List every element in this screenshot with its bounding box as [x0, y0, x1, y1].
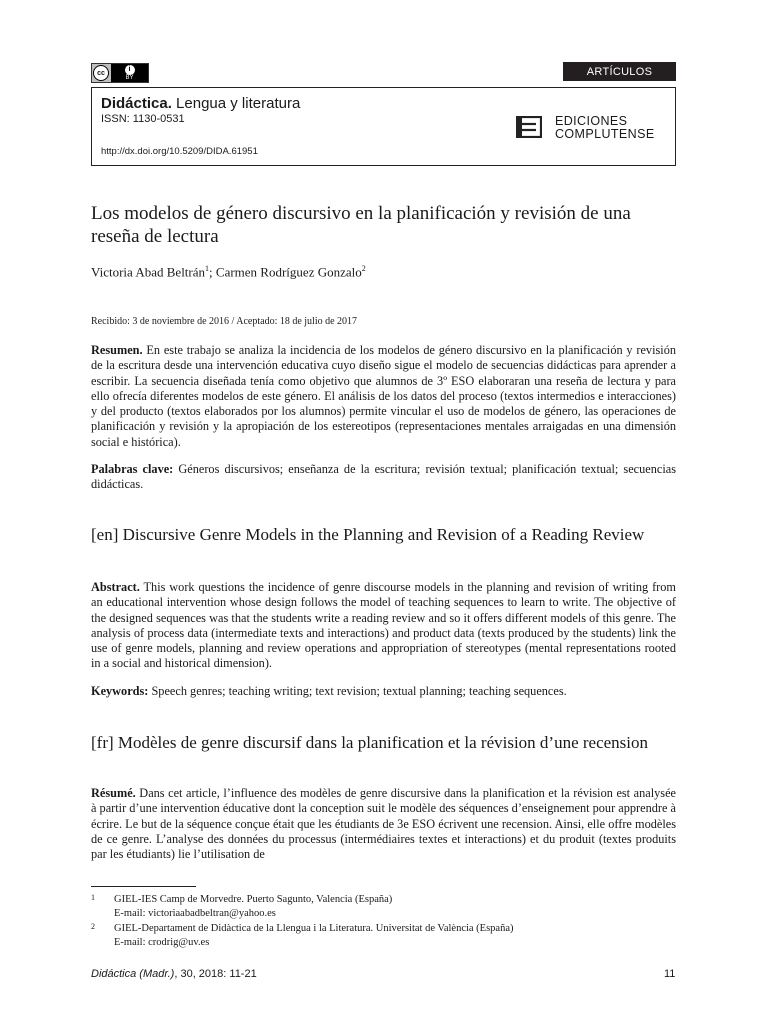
- author-separator: ;: [209, 264, 216, 280]
- author-1-affiliation-mark: 1: [205, 264, 210, 273]
- keywords-en-label: Keywords:: [91, 684, 149, 698]
- abstract-en-text: This work questions the incidence of genre discourse models in the planning and revision of writing from an educational intervention whose design follows the model of teaching sequences to learn to write. The objective of the designed sequences was that the students write a reading review and so it offers different models of this genre. The analysis of process data (intermediate texts and interactions) and product data (texts produced by the students) link the use of genre models, planning and review operations and appropriation of stereotypes (mental representations rooted in a social and historical dimension).: [91, 580, 676, 671]
- journal-name-rest: Lengua y literatura: [171, 95, 301, 112]
- abstract-en-label: Abstract.: [91, 580, 140, 594]
- footnote-2-affiliation: GIEL-Departament de Didàctica de la Llengua i la Literatura. Universitat de València (España): [114, 923, 514, 934]
- title-fr: [fr] Modèles de genre discursif dans la planification et la révision d’une recension: [91, 733, 649, 752]
- footnote-2-number: 2: [91, 922, 95, 931]
- section-label: ARTÍCULOS: [563, 62, 676, 81]
- article-title: Los modelos de género discursivo en la planificación y revisión de una reseña de lectura: [91, 203, 631, 247]
- journal-header-box: [91, 87, 676, 166]
- by-attribution-icon: i BY: [111, 64, 148, 82]
- footnote-1-number: 1: [91, 893, 95, 902]
- keywords-es: [91, 462, 676, 493]
- keywords-en-text: Speech genres; teaching writing; text revision; textual planning; teaching sequences.: [148, 684, 567, 698]
- abstract-es: [91, 343, 676, 450]
- abstract-fr-label: Résumé.: [91, 786, 136, 800]
- publisher-name: [555, 115, 655, 141]
- keywords-es-text: Géneros discursivos; enseñanza de la escritura; revisión textual; planificación textual; secuencias didácticas.: [91, 462, 676, 492]
- abstract-es-text: En este trabajo se analiza la incidencia de los modelos de género discursivo en la planificación y revisión de la escritura desde una intervención educativa cuyo diseño sigue el modelo de secuencias didácticas para aprender a escribir. La secuencia diseñada tenía como objetivo que alumnos de 3º ESO elaboraran una reseña de lectura y para ello ofrecía diferentes modelos de este género. El análisis de los datos del proceso (textos intermedios e interacciones) y del producto (textos elaborados por los alumnos) permite vincular el uso de modelos de género, las operaciones de planificación y revisión y la apropiación de los estereotipos (representaciones mentales arraigadas en una dimensión social e histórica).: [91, 343, 676, 449]
- author-1: Victoria Abad Beltrán: [91, 264, 206, 280]
- cc-icon: cc: [93, 65, 109, 81]
- keywords-es-label: Palabras clave:: [91, 462, 174, 476]
- footer-issue: , 30, 2018: 11-21: [174, 968, 257, 980]
- footer-journal-name: Didáctica (Madr.): [91, 968, 175, 980]
- article-authors: [91, 264, 366, 280]
- journal-issn: ISSN: 1130-0531: [101, 113, 185, 125]
- journal-title: [101, 95, 300, 112]
- author-2-affiliation-mark: 2: [361, 264, 366, 273]
- page-number: 11: [664, 968, 676, 980]
- footnote-1-affiliation: GIEL-IES Camp de Morvedre. Puerto Sagunto, Valencia (España): [114, 894, 393, 905]
- by-label: BY: [125, 75, 134, 81]
- abstract-fr-text: Dans cet article, l’influence des modèles de genre discursive dans la planification et la révision est analysée à partir d’une intervention éducative dont la conception suit le modèle des séquences d’enseignement pour apprendre à écrire. Le but de la séquence conçue était que les étudiants de 3e ESO écrivent une recension. Ainsi, elle offre modèles de ce genre. L’analyse des données du processus (intermédiaires textes et interactions) et du produit (textes produits par les étudiants) lie l’utilisation de: [91, 786, 676, 862]
- ediciones-complutense-logo-icon: [516, 116, 542, 138]
- footnote-divider: [91, 886, 196, 887]
- cc-by-license-badge: [91, 63, 149, 83]
- title-en: [en] Discursive Genre Models in the Planning and Revision of a Reading Review: [91, 525, 645, 544]
- abstract-fr: [91, 786, 676, 862]
- footnote-1-email[interactable]: E-mail: victoriaabadbeltran@yahoo.es: [114, 908, 276, 919]
- footnote-2-email[interactable]: E-mail: crodrig@uv.es: [114, 937, 210, 948]
- author-2: Carmen Rodríguez Gonzalo: [215, 264, 362, 280]
- article-doi-link[interactable]: http://dx.doi.org/10.5209/DIDA.61951: [101, 146, 258, 157]
- abstract-en: [91, 580, 676, 672]
- keywords-en: [91, 684, 676, 699]
- publisher-line1: EDICIONES: [555, 114, 628, 128]
- journal-name-bold: Didáctica.: [101, 95, 172, 112]
- page-footer-citation: [91, 968, 257, 980]
- abstract-es-label: Resumen.: [91, 343, 143, 357]
- publisher-line2: COMPLUTENSE: [555, 127, 655, 141]
- received-accepted-dates: Recibido: 3 de noviembre de 2016 / Aceptado: 18 de julio de 2017: [91, 316, 358, 327]
